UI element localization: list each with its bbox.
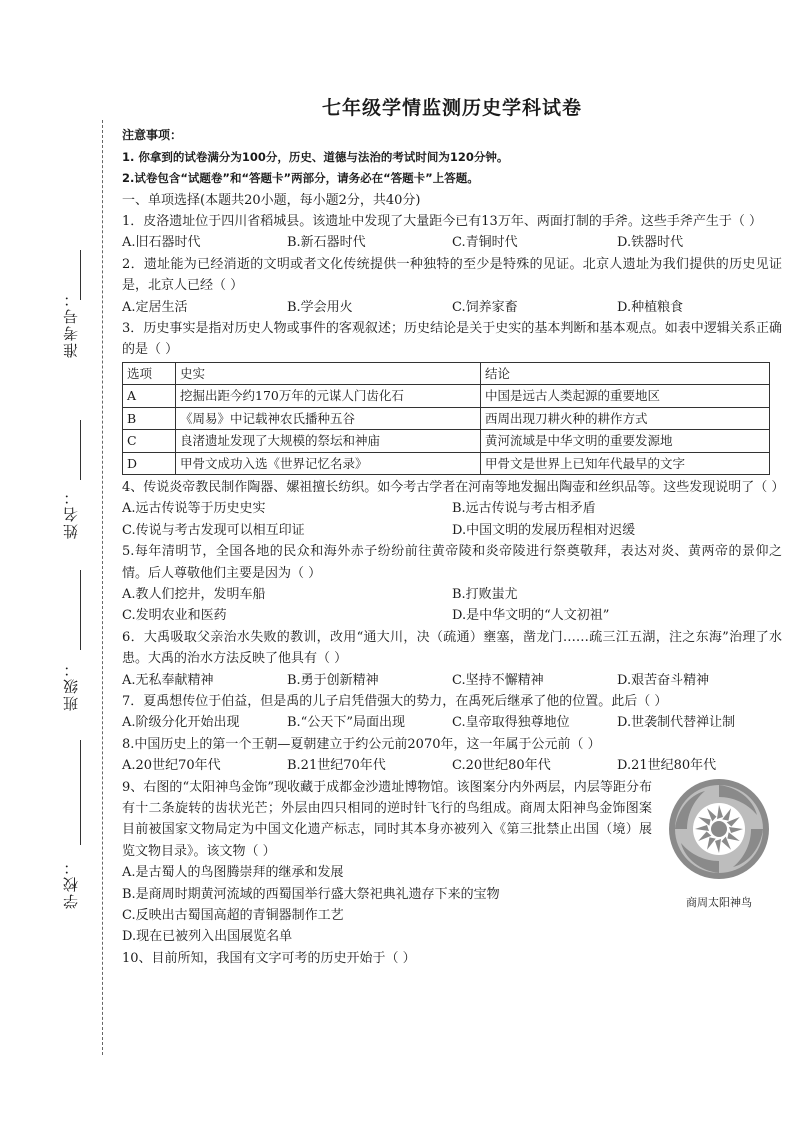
question-8: 8.中国历史上的第一个王朝—夏朝建立于约公元前2070年，这一年属于公元前（ ） — [122, 736, 601, 752]
table-row — [123, 407, 770, 429]
class-blank — [80, 570, 81, 650]
table-cell: 《周易》中记载神农氏播种五谷 — [176, 407, 481, 429]
table-row — [123, 385, 770, 407]
table-cell: D — [123, 452, 176, 474]
name-blank — [80, 420, 81, 480]
class-label: 班级： — [62, 660, 80, 711]
question-6-options — [122, 670, 782, 691]
question-2: 2．遗址能为已经消逝的文明或者文化传统提供一种独特的至少是特殊的见证。北京人遗址为我们提供的历史见证是，北京人已经（ ） — [122, 256, 782, 294]
option-d: D.现在已被列入出国展览名单 — [122, 929, 293, 945]
option-d: D.艰苦奋斗精神 — [617, 672, 710, 688]
question-6: 6．大禹吸取父亲治水失败的教训，改用“通大川，决（疏通）壅塞，凿龙门……疏三江五湖，注之东海”治理了水患。大禹的治水方法反映了他具有（ ） — [122, 629, 782, 667]
option-c: C.传说与考古发现可以相互印证 — [122, 522, 305, 538]
column-header: 选项 — [123, 362, 176, 384]
table-cell: 甲骨文成功入选《世界记忆名录》 — [176, 452, 481, 474]
option-c: C.饲养家畜 — [452, 299, 518, 315]
question-9-block — [122, 777, 782, 948]
option-b: B.“公天下”局面出现 — [287, 715, 405, 731]
option-a: A.定居生活 — [122, 299, 188, 315]
question-4-options — [122, 498, 782, 541]
question-9: 9、右图的“太阳神鸟金饰”现收藏于成都金沙遗址博物馆。该图案分内外两层，内层等距分布有十二条旋转的齿状光芒；外层由四只相同的逆时针飞行的鸟组成。商周太阳神鸟金饰图案目前被国家文物局定为中国文化遗产标志，同时其本身亦被列入《第三批禁止出国（境）展览文物目录》。该文物（ ） — [122, 779, 652, 859]
notice-item: 2.试卷包含“试题卷”和“答题卡”两部分，请务必在“答题卡”上答题。 — [122, 171, 479, 186]
school-blank — [80, 740, 81, 845]
table-row — [123, 452, 770, 474]
option-d: D.是中华文明的“人文初祖” — [452, 608, 610, 624]
option-c: C.青铜时代 — [452, 235, 518, 251]
question-3: 3．历史事实是指对历史人物或事件的客观叙述；历史结论是关于史实的基本判断和基本观点。如表中逻辑关系正确的是（ ） — [122, 321, 782, 358]
question-1-options — [122, 232, 782, 253]
exam-page — [122, 97, 785, 969]
question-5-options — [122, 584, 782, 627]
option-a: A.教人们挖井，发明车船 — [122, 586, 266, 602]
option-d: D.21世纪80年代 — [617, 758, 717, 774]
option-b: B.是商周时期黄河流域的西蜀国举行盛大祭祀典礼遗存下来的宝物 — [122, 886, 500, 902]
column-header: 史实 — [176, 362, 481, 384]
question-7-options — [122, 712, 782, 733]
section-heading: 一、单项选择(本题共20小题，每小题2分，共40分) — [122, 192, 421, 208]
option-c: C.发明农业和医药 — [122, 608, 227, 624]
option-a: A.20世纪70年代 — [122, 758, 221, 774]
option-d: D.中国文明的发展历程相对迟缓 — [452, 522, 636, 538]
figure-caption: 商周太阳神鸟 — [686, 896, 752, 909]
question-2-options — [122, 297, 782, 318]
table-row — [123, 430, 770, 452]
option-d: D.世袭制代替禅让制 — [617, 715, 736, 731]
table-cell: 甲骨文是世界上已知年代最早的文字 — [481, 452, 770, 474]
option-a: A.是古蜀人的鸟图腾崇拜的继承和发展 — [122, 865, 344, 881]
option-a: A.阶级分化开始出现 — [122, 715, 240, 731]
exam-number-label: 准考号： — [62, 290, 80, 358]
option-c: C.20世纪80年代 — [452, 758, 551, 774]
option-d: D.种植粮食 — [617, 299, 684, 315]
column-header: 结论 — [481, 362, 770, 384]
question-3-table — [122, 362, 770, 475]
table-cell: A — [123, 385, 176, 407]
exam-number-blank — [80, 250, 81, 300]
question-4: 4、传说炎帝教民制作陶器、嫘祖擅长纺织。如今考古学者在河南等地发掘出陶壶和丝织品等。这些发现说明了（ ） — [122, 479, 785, 495]
option-c: C.坚持不懈精神 — [452, 672, 544, 688]
option-b: B.勇于创新精神 — [287, 672, 379, 688]
notice-heading: 注意事项： — [122, 128, 183, 143]
option-b: B.远古传说与考古相矛盾 — [452, 501, 596, 517]
question-8-options — [122, 755, 782, 776]
option-b: B.学会用火 — [287, 299, 353, 315]
table-cell: 西周出现刀耕火种的耕作方式 — [481, 407, 770, 429]
question-7: 7．夏禹想传位于伯益，但是禹的儿子启凭借强大的势力，在禹死后继承了他的位置。此后（ ） — [122, 693, 668, 709]
option-a: A.远古传说等于历史史实 — [122, 501, 266, 517]
notice-item: 1. 你拿到的试卷满分为100分，历史、道德与法治的考试时间为120分钟。 — [122, 149, 509, 164]
table-cell: C — [123, 430, 176, 452]
table-header-row — [123, 362, 770, 384]
school-label: 学校： — [62, 858, 80, 909]
option-b: B.打败蚩尤 — [452, 586, 518, 602]
option-c: C.皇帝取得独尊地位 — [452, 715, 570, 731]
option-a: A.旧石器时代 — [122, 235, 201, 251]
option-b: B.21世纪70年代 — [287, 758, 386, 774]
sun-bird-emblem-icon — [667, 777, 771, 881]
question-10: 10、目前所知，我国有文字可考的历史开始于（ ） — [122, 950, 416, 966]
option-c: C.反映出古蜀国高超的青铜器制作工艺 — [122, 908, 344, 924]
option-a: A.无私奉献精神 — [122, 672, 214, 688]
table-cell: 黄河流域是中华文明的重要发源地 — [481, 430, 770, 452]
name-label: 姓名： — [62, 488, 80, 539]
question-1: 1．皮洛遗址位于四川省稻城县。该遗址中发现了大量距今已有13万年、两面打制的手斧。这些手斧产生于（ ） — [122, 214, 762, 230]
sun-bird-figure — [664, 777, 774, 914]
question-5: 5.每年清明节，全国各地的民众和海外赤子纷纷前往黄帝陵和炎帝陵进行祭奠敬拜，表达对炎、黄两帝的景仰之情。后人尊敬他们主要是因为（ ） — [122, 544, 782, 581]
page-title: 七年级学情监测历史学科试卷 — [321, 97, 582, 119]
table-cell: 良渚遗址发现了大规模的祭坛和神庙 — [176, 430, 481, 452]
option-b: B.新石器时代 — [287, 235, 366, 251]
table-cell: B — [123, 407, 176, 429]
table-cell: 挖掘出距今约170万年的元谋人门齿化石 — [176, 385, 481, 407]
binding-dashed-line — [102, 120, 103, 1055]
table-cell: 中国是远古人类起源的重要地区 — [481, 385, 770, 407]
option-d: D.铁器时代 — [617, 235, 684, 251]
